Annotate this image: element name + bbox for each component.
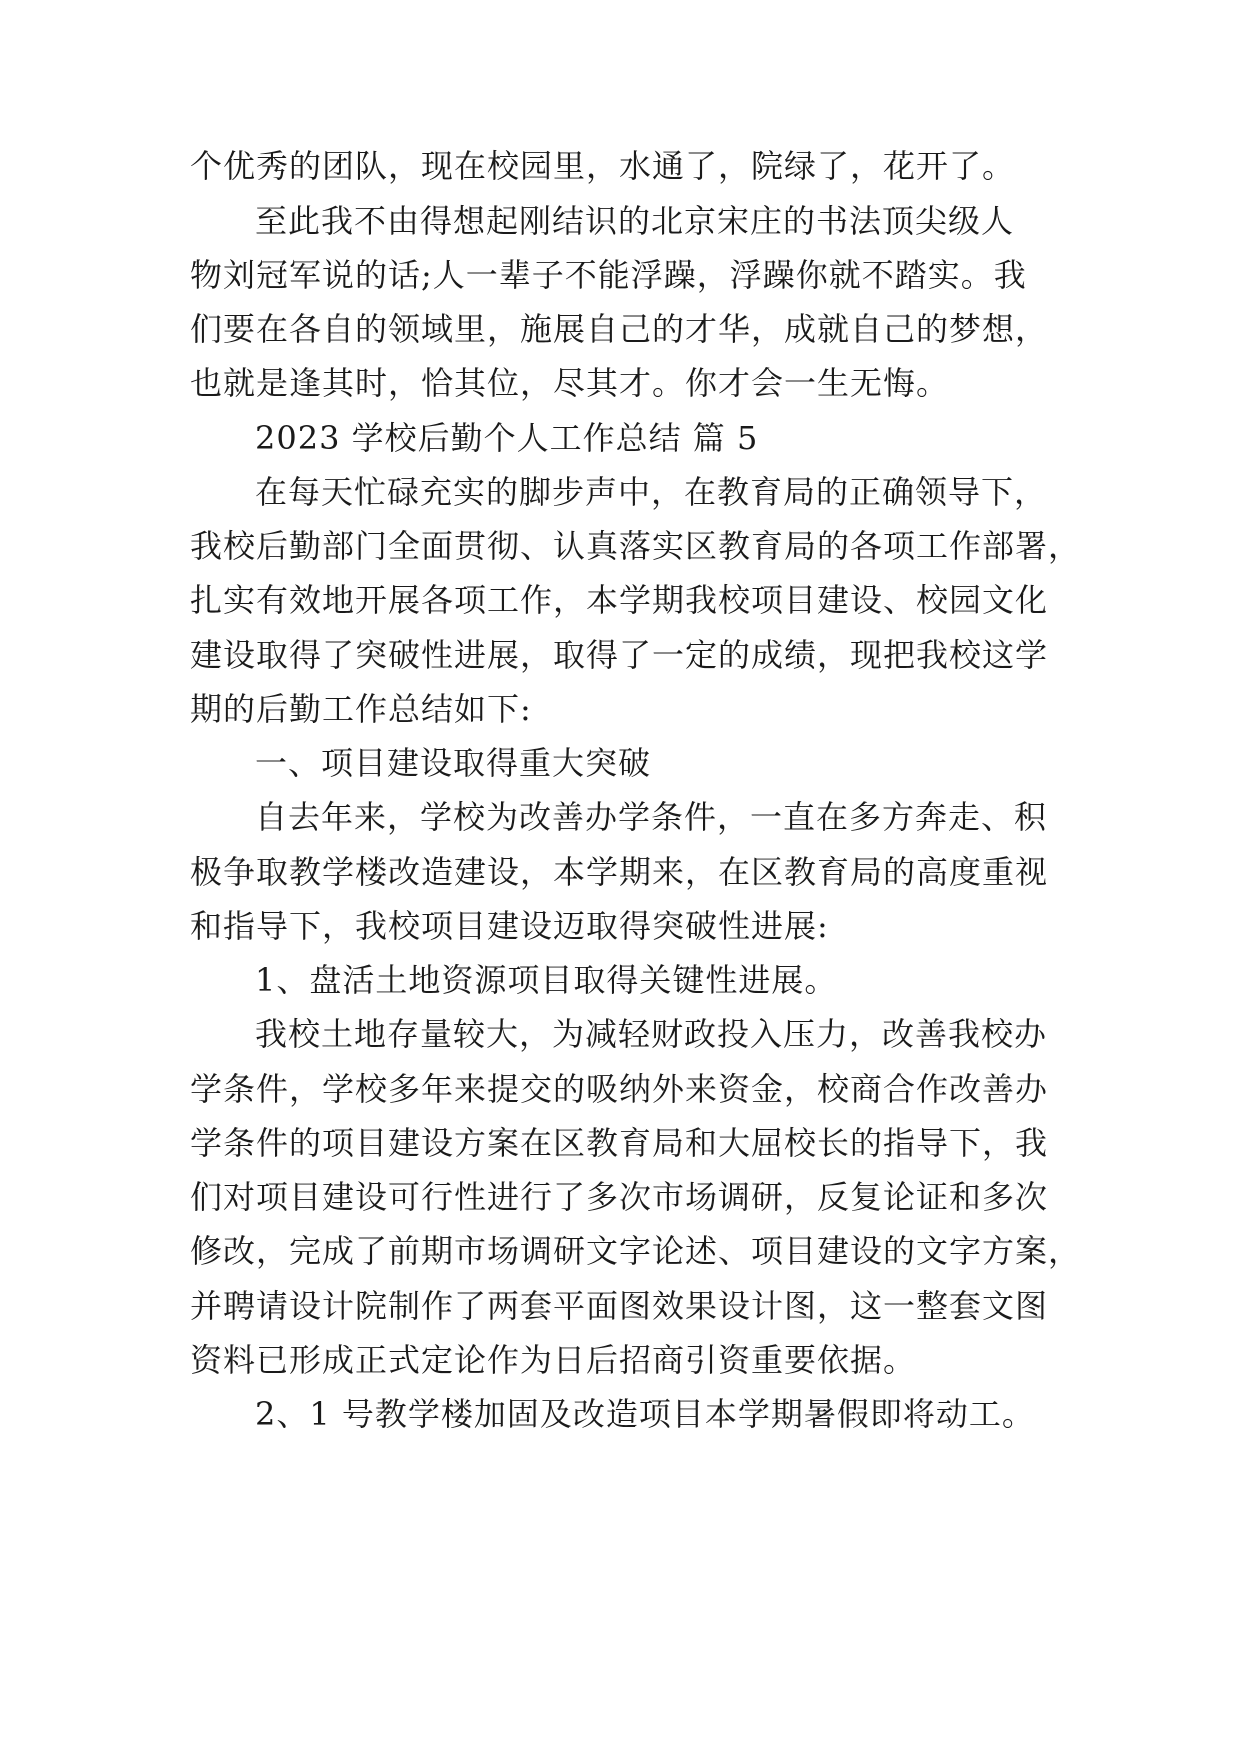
text-line: 修改，完成了前期市场调研文字论述、项目建设的文字方案， (190, 1232, 1082, 1270)
text-line: 扎实有效地开展各项工作，本学期我校项目建设、校园文化 (190, 581, 1049, 619)
text-line: 我校后勤部门全面贯彻、认真落实区教育局的各项工作部署， (190, 527, 1082, 565)
text-line: 物刘冠军说的话;人一辈子不能浮躁，浮躁你就不踏实。我 (190, 256, 1027, 294)
text-line: 并聘请设计院制作了两套平面图效果设计图，这一整套文图 (190, 1287, 1049, 1325)
text-line: 极争取教学楼改造建设，本学期来，在区教育局的高度重视 (190, 853, 1049, 891)
text-line: 资料已形成正式定论作为日后招商引资重要依据。 (190, 1341, 917, 1379)
text-line: 学条件，学校多年来提交的吸纳外来资金，校商合作改善办 (190, 1070, 1049, 1108)
text-line: 也就是逢其时，恰其位，尽其才。你才会一生无悔。 (190, 364, 950, 402)
section-heading: 2023 学校后勤个人工作总结 篇 5 (255, 419, 759, 457)
text-line: 们要在各自的领域里，施展自己的才华，成就自己的梦想， (190, 310, 1049, 348)
subsection-heading: 一、项目建设取得重大突破 (255, 744, 652, 782)
text-line: 个优秀的团队，现在校园里，水通了，院绿了，花开了。 (190, 147, 1016, 185)
text-line: 我校土地存量较大，为减轻财政投入压力，改善我校办 (255, 1015, 1048, 1053)
text-line: 自去年来，学校为改善办学条件，一直在多方奔走、积 (255, 798, 1048, 836)
subsection-heading: 2、1 号教学楼加固及改造项目本学期暑假即将动工。 (255, 1395, 1035, 1433)
text-line: 们对项目建设可行性进行了多次市场调研，反复论证和多次 (190, 1178, 1049, 1216)
text-line: 在每天忙碌充实的脚步声中，在教育局的正确领导下， (255, 473, 1048, 511)
text-line: 和指导下，我校项目建设迈取得突破性进展: (190, 907, 829, 945)
subsection-heading: 1、盘活土地资源项目取得关键性进展。 (255, 961, 838, 999)
text-line: 建设取得了突破性进展，取得了一定的成绩，现把我校这学 (190, 636, 1049, 674)
text-line: 学条件的项目建设方案在区教育局和大屈校长的指导下，我 (190, 1124, 1049, 1162)
text-line: 期的后勤工作总结如下: (190, 690, 532, 728)
text-line: 至此我不由得想起刚结识的北京宋庄的书法顶尖级人 (255, 202, 1015, 240)
